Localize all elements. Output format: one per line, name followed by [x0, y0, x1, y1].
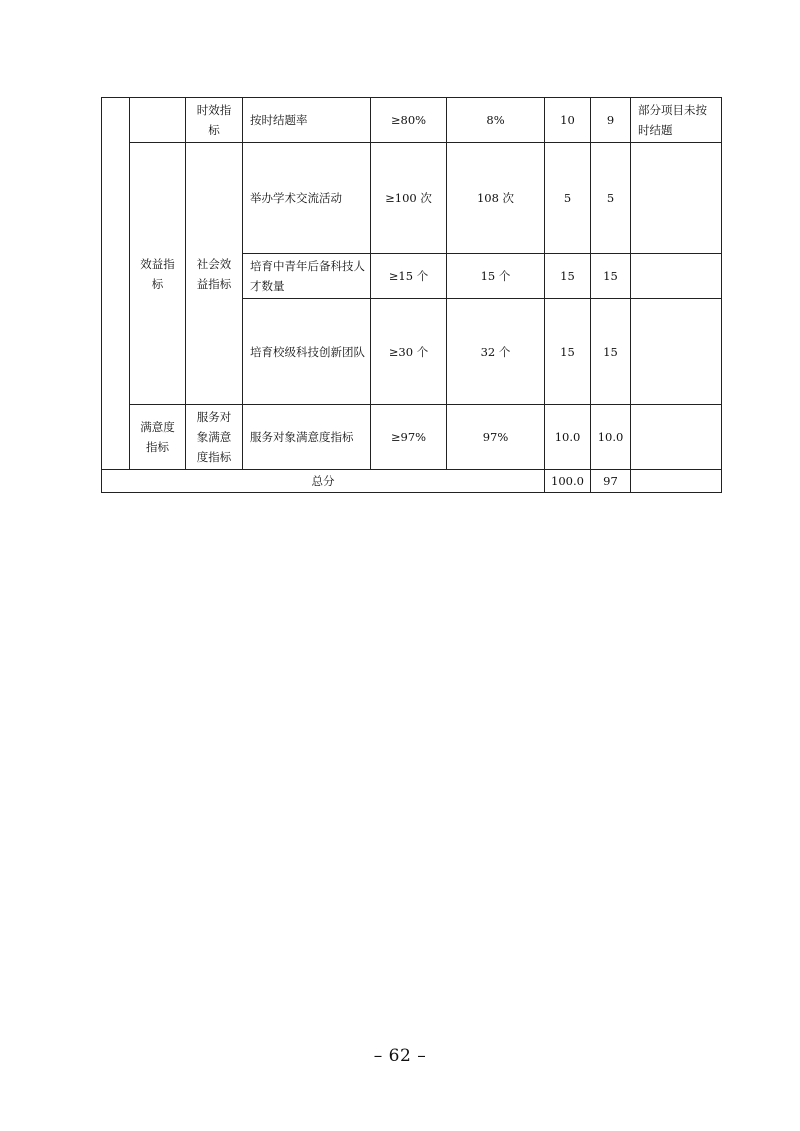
score-cell: 15	[591, 299, 631, 405]
actual-value-cell: 15 个	[447, 254, 545, 299]
weight-cell: 10	[545, 98, 591, 143]
total-score-cell: 97	[591, 470, 631, 493]
score-cell: 10.0	[591, 405, 631, 470]
remark-cell: 部分项目未按时结题	[631, 98, 722, 143]
table-row	[102, 98, 722, 143]
weight-cell: 5	[545, 143, 591, 254]
target-value-cell: ≥97%	[371, 405, 447, 470]
target-value-cell: ≥15 个	[371, 254, 447, 299]
weight-cell: 10.0	[545, 405, 591, 470]
level2-category-cell: 满意度指标	[130, 405, 186, 470]
performance-evaluation-table	[101, 97, 722, 493]
target-value-cell: ≥80%	[371, 98, 447, 143]
table-row	[102, 143, 722, 254]
remark-cell	[631, 405, 722, 470]
total-label-cell: 总分	[102, 470, 545, 493]
indicator-cell: 服务对象满意度指标	[243, 405, 371, 470]
target-value-cell: ≥30 个	[371, 299, 447, 405]
indicator-cell: 按时结题率	[243, 98, 371, 143]
total-remark-cell	[631, 470, 722, 493]
remark-cell	[631, 143, 722, 254]
total-row	[102, 470, 722, 493]
weight-cell: 15	[545, 299, 591, 405]
weight-cell: 15	[545, 254, 591, 299]
level2-category-cell: 效益指标	[130, 143, 186, 405]
level3-category-cell: 社会效益指标	[186, 143, 243, 405]
page-number: – 62 –	[373, 1046, 427, 1066]
actual-value-cell: 32 个	[447, 299, 545, 405]
target-value-cell: ≥100 次	[371, 143, 447, 254]
level1-category-cell	[102, 98, 130, 470]
total-weight-cell: 100.0	[545, 470, 591, 493]
level3-category-cell: 时效指标	[186, 98, 243, 143]
level3-category-cell: 服务对象满意度指标	[186, 405, 243, 470]
score-cell: 9	[591, 98, 631, 143]
actual-value-cell: 97%	[447, 405, 545, 470]
indicator-cell: 举办学术交流活动	[243, 143, 371, 254]
actual-value-cell: 108 次	[447, 143, 545, 254]
indicator-cell: 培育中青年后备科技人才数量	[243, 254, 371, 299]
remark-cell	[631, 254, 722, 299]
level2-category-cell	[130, 98, 186, 143]
score-cell: 5	[591, 143, 631, 254]
remark-cell	[631, 299, 722, 405]
actual-value-cell: 8%	[447, 98, 545, 143]
table-row	[102, 405, 722, 470]
score-cell: 15	[591, 254, 631, 299]
indicator-cell: 培育校级科技创新团队	[243, 299, 371, 405]
